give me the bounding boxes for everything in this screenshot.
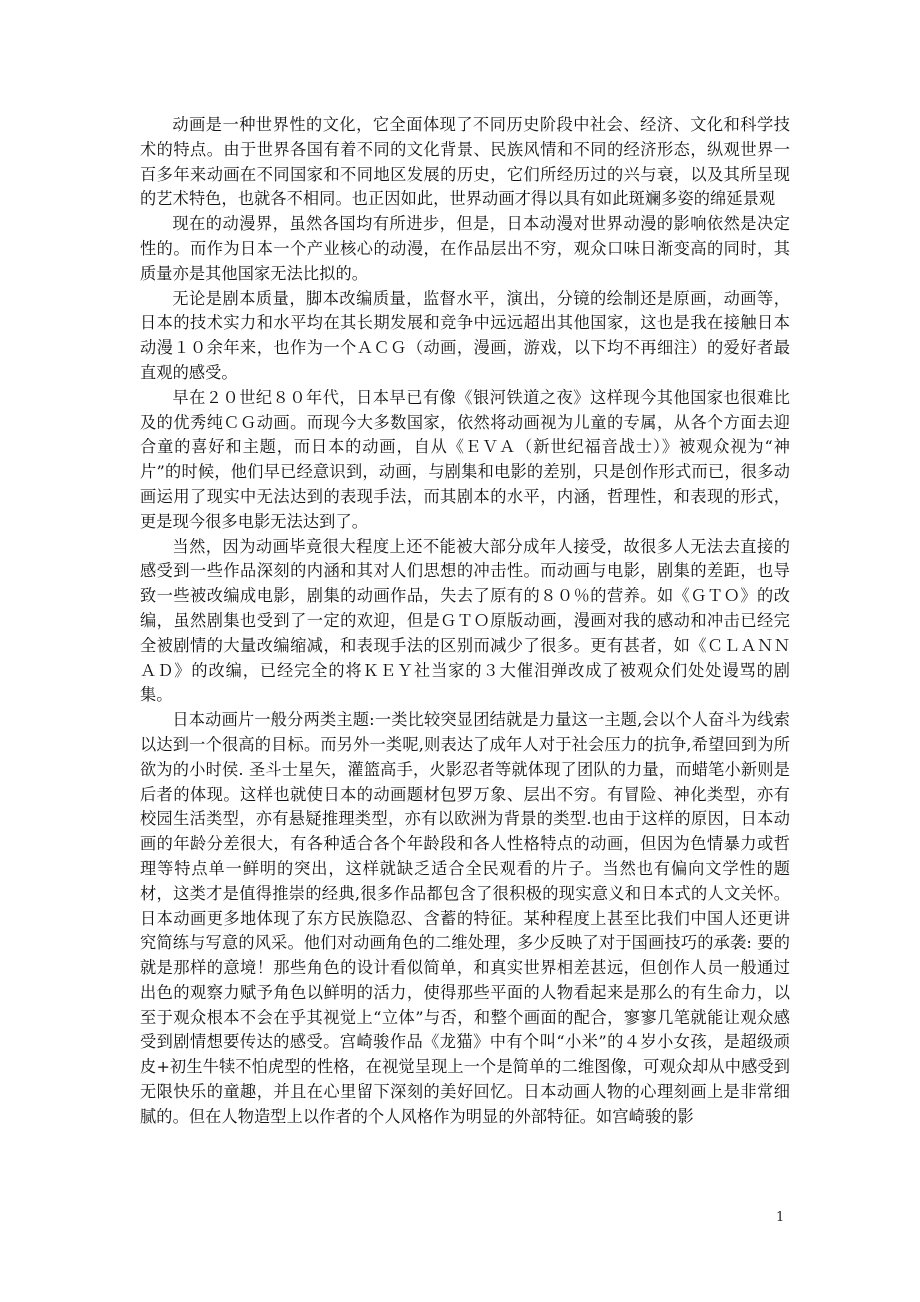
page-number: 1 <box>776 1210 785 1225</box>
paragraph-4: 早在２０世纪８０年代，日本早已有像《银河铁道之夜》这样现今其他国家也很难比及的优秀纯ＣＧ动画。而现今大多数国家，依然将动画视为儿童的专属，从各个方面去迎合童的喜好和主题，而日本的动画，自从《ＥＶＡ（新世纪福音战士）》被观众视为“神片”的时候，他们早已经意识到，动画，与剧集和电影的差别，只是创作形式而已，很多动画运用了现实中无法达到的表现手法，而其剧本的水平，内涵，哲理性，和表现的形式，更是现今很多电影无法达到了。 <box>140 387 790 531</box>
document-body <box>140 113 790 1130</box>
paragraph-2: 现在的动漫界，虽然各国均有所进步，但是，日本动漫对世界动漫的影响依然是决定性的。而作为日本一个产业核心的动漫，在作品层出不穷，观众口味日渐变高的同时，其质量亦是其他国家无法比拟的。 <box>140 214 790 283</box>
paragraph-6: 日本动画片一般分两类主题:一类比较突显团结就是力量这一主题,会以个人奋斗为线索以达到一个很高的目标。而另外一类呢,则表达了成年人对于社会压力的抗争,希望回到为所欲为的小时侯. 圣斗士星矢，灌篮高手，火影忍者等就体现了团队的力量，而蜡笔小新则是后者的体现。这样也就使日本的动画题材包罗万象、层出不穷。有冒险、神化类型，亦有校园生活类型，亦有悬疑推理类型，亦有以欧洲为背景的类型.也由于这样的原因，日本动画的年龄分差很大，有各种适合各个年龄段和各人性格特点的动画，但因为色情暴力或哲理等特点单一鲜明的突出，这样就缺乏适合全民观看的片子。当然也有偏向文学性的题材，这类才是值得推崇的经典,很多作品都包含了很积极的现实意义和日本式的人文关怀。日本动画更多地体现了东方民族隐忍、含蓄的特征。某种程度上甚至比我们中国人还更讲究简练与写意的风采。他们对动画角色的二维处理，多少反映了对于国画技巧的承袭: 要的就是那样的意境！那些角色的设计看似简单，和真实世界相差甚远，但创作人员一般通过出色的观察力赋予角色以鲜明的活力，使得那些平面的人物看起来是那么的有生命力，以至于观众根本不会在乎其视觉上“立体”与否，和整个画面的配合，寥寥几笔就能让观众感受到剧情想要传达的感受。宫崎骏作品《龙猫》中有个叫“小米”的４岁小女孩，是超级顽皮+初生牛犊不怕虎型的性格，在视觉呈现上一个是简单的二维图像，可观众却从中感受到无限快乐的童趣，并且在心里留下深刻的美好回忆。日本动画人物的心理刻画上是非常细腻的。但在人物造型上以作者的个人风格作为明显的外部特征。如宫崎骏的影 <box>140 710 790 1126</box>
paragraph-5: 当然，因为动画毕竟很大程度上还不能被大部分成年人接受，故很多人无法去直接的感受到一些作品深刻的内涵和其对人们思想的冲击性。而动画与电影，剧集的差距，也导致一些被改编成电影，剧集的动画作品，失去了原有的８０％的营养。如《ＧＴＯ》的改编，虽然剧集也受到了一定的欢迎，但是ＧＴＯ原版动画，漫画对我的感动和冲击已经完全被剧情的大量改编缩减，和表现手法的区别而减少了很多。更有甚者，如《ＣＬＡＮＮＡＤ》的改编，已经完全的将ＫＥＹ社当家的３大催泪弹改成了被观众们处处谩骂的剧集。 <box>140 536 790 705</box>
paragraph-3: 无论是剧本质量，脚本改编质量，监督水平，演出，分镜的绘制还是原画，动画等，日本的技术实力和水平均在其长期发展和竞争中远远超出其他国家，这也是我在接触日本动漫１０余年来，也作为一个ＡＣＧ（动画，漫画，游戏，以下均不再细注）的爱好者最直观的感受。 <box>140 288 790 382</box>
paragraph-1: 动画是一种世界性的文化，它全面体现了不同历史阶段中社会、经济、文化和科学技术的特点。由于世界各国有着不同的文化背景、民族风情和不同的经济形态，纵观世界一百多年来动画在不同国家和不同地区发展的历史，它们所经历过的兴与衰，以及其所呈现的艺术特色，也就各不相同。也正因如此，世界动画才得以具有如此斑斓多姿的绵延景观 <box>140 115 790 209</box>
